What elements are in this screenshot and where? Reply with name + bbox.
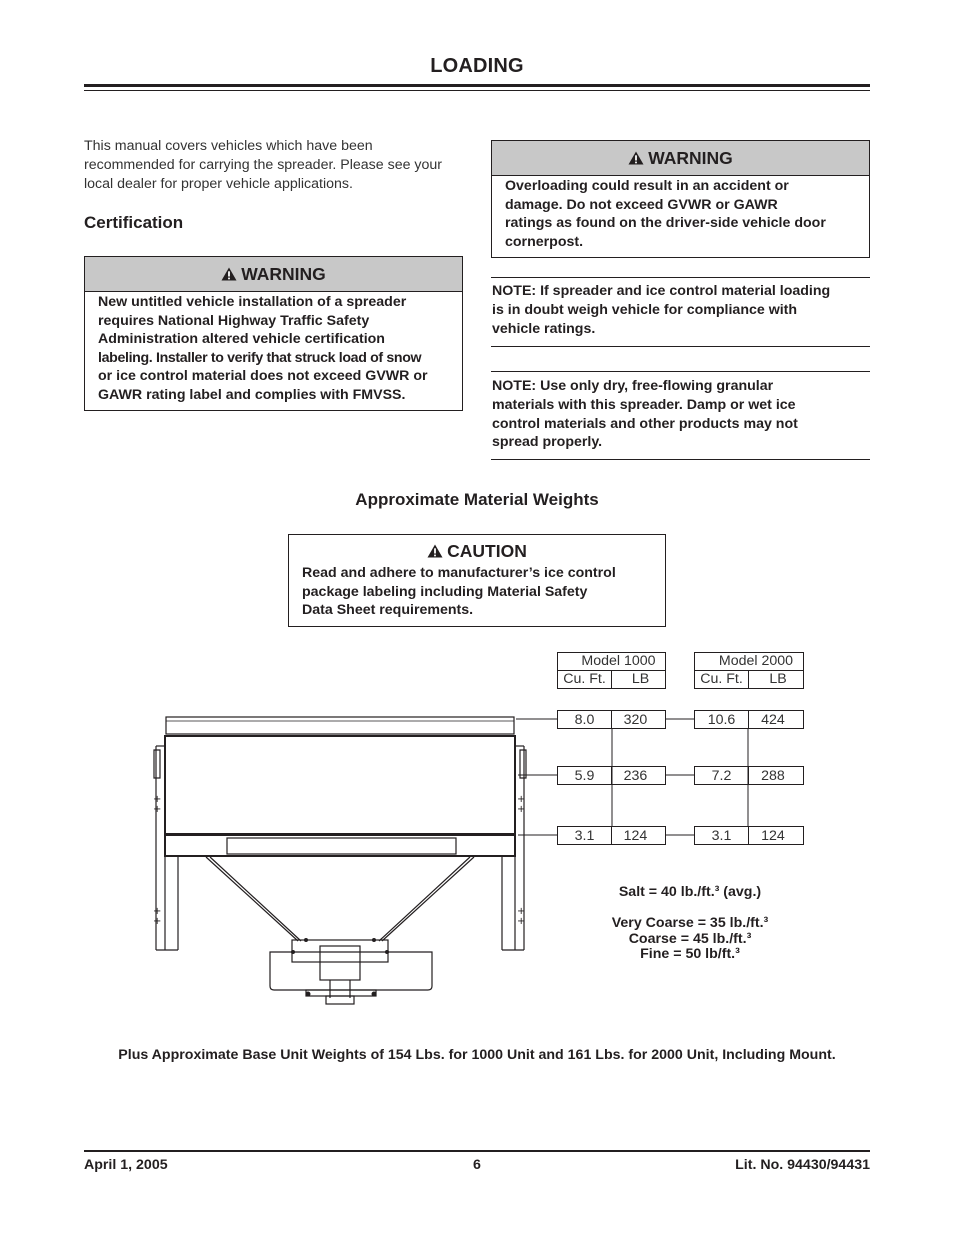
literature-number: Lit. No. 94430/94431	[735, 1157, 870, 1173]
footer-date: April 1, 2005	[84, 1157, 168, 1173]
svg-text:+: +	[517, 804, 526, 815]
model-2000-lb-row1: 424	[748, 710, 804, 729]
model-2000-cuft-row2: 7.2	[694, 766, 749, 785]
model-1000-lb-row1: 320	[611, 710, 666, 729]
note-line: materials with this spreader. Damp or wet ice	[492, 396, 796, 413]
note-line: spread properly.	[492, 434, 603, 451]
weights-heading: Approximate Material Weights	[355, 490, 599, 509]
svg-text:+: +	[517, 906, 526, 917]
certification-heading: Certification	[84, 213, 184, 232]
model-1000-lb-row3: 124	[611, 826, 666, 845]
svg-text:+: +	[517, 916, 526, 927]
note-line: NOTE: Use only dry, free-flowing granular	[492, 378, 774, 394]
model-2000-lb-header: LB	[748, 670, 804, 689]
page-number: 6	[473, 1157, 481, 1173]
model-1000-cuft-row1: 8.0	[557, 710, 612, 729]
note-line: vehicle ratings.	[492, 320, 596, 337]
note-line: NOTE: If spreader and ice control material loading	[492, 283, 831, 299]
warning-line: labeling. Installer to verify that struck load of snow	[98, 349, 422, 366]
model-2000-cuft-header: Cu. Ft.	[694, 670, 749, 689]
model-1000-lb-row2: 236	[611, 766, 666, 785]
warning-line: or ice control material does not exceed GVWR or	[98, 368, 428, 385]
warning-line: New untitled vehicle installation of a spreader	[98, 294, 407, 310]
page-title: LOADING	[430, 55, 524, 77]
svg-text:+: +	[153, 794, 162, 805]
note-line: control materials and other products may not	[492, 415, 798, 432]
coarse-density: Coarse = 45 lb./ft.³	[628, 931, 752, 947]
model-2000-header: Model 2000	[694, 652, 804, 671]
caution-title: CAUTION	[447, 541, 527, 561]
caution-line: Data Sheet requirements.	[302, 602, 474, 619]
model-2000-lb-row3: 124	[748, 826, 804, 845]
footer-rule	[84, 1150, 870, 1152]
caution-line: package labeling including Material Safety	[302, 583, 588, 600]
note-line: is in doubt weigh vehicle for compliance with	[492, 301, 798, 318]
model-2000-lb-row2: 288	[748, 766, 804, 785]
fine-density: Fine = 50 lb/ft.³	[640, 946, 740, 962]
very-coarse-density: Very Coarse = 35 lb./ft.³	[611, 915, 769, 931]
warning-line: ratings as found on the driver-side vehicle door	[505, 215, 826, 232]
svg-text:+: +	[153, 804, 162, 815]
warning-line: Administration altered vehicle certification	[98, 331, 385, 348]
model-2000-cuft-row3: 3.1	[694, 826, 749, 845]
model-1000-header: Model 1000	[557, 652, 666, 671]
model-1000-cuft-row2: 5.9	[557, 766, 612, 785]
caution-line: Read and adhere to manufacturer’s ice control	[302, 565, 616, 581]
model-1000-cuft-row3: 3.1	[557, 826, 612, 845]
svg-text:+: +	[517, 794, 526, 805]
salt-density: Salt = 40 lb./ft.³ (avg.)	[618, 884, 762, 900]
model-1000-cuft-header: Cu. Ft.	[557, 670, 612, 689]
warning-line: GAWR rating label and complies with FMVSS.	[98, 386, 406, 403]
warning-line: requires National Highway Traffic Safety	[98, 312, 370, 329]
model-1000-lb-header: LB	[611, 670, 666, 689]
warning-line: Overloading could result in an accident or	[505, 178, 789, 194]
warning-line: damage. Do not exceed GVWR or GAWR	[505, 196, 778, 213]
base-unit-weights-note: Plus Approximate Base Unit Weights of 154 Lbs. for 1000 Unit and 161 Lbs. for 2000 Unit, Including Mount.	[118, 1047, 836, 1063]
model-2000-cuft-row1: 10.6	[694, 710, 749, 729]
warning-title: WARNING	[241, 264, 326, 284]
svg-text:+: +	[153, 906, 162, 917]
intro-paragraph: This manual covers vehicles which have been recommended for carrying the spreader. Please see your local dealer for proper vehicle applications.	[84, 138, 443, 192]
svg-text:+: +	[153, 916, 162, 927]
warning-line: cornerpost.	[505, 233, 584, 250]
warning-title: WARNING	[648, 148, 733, 168]
